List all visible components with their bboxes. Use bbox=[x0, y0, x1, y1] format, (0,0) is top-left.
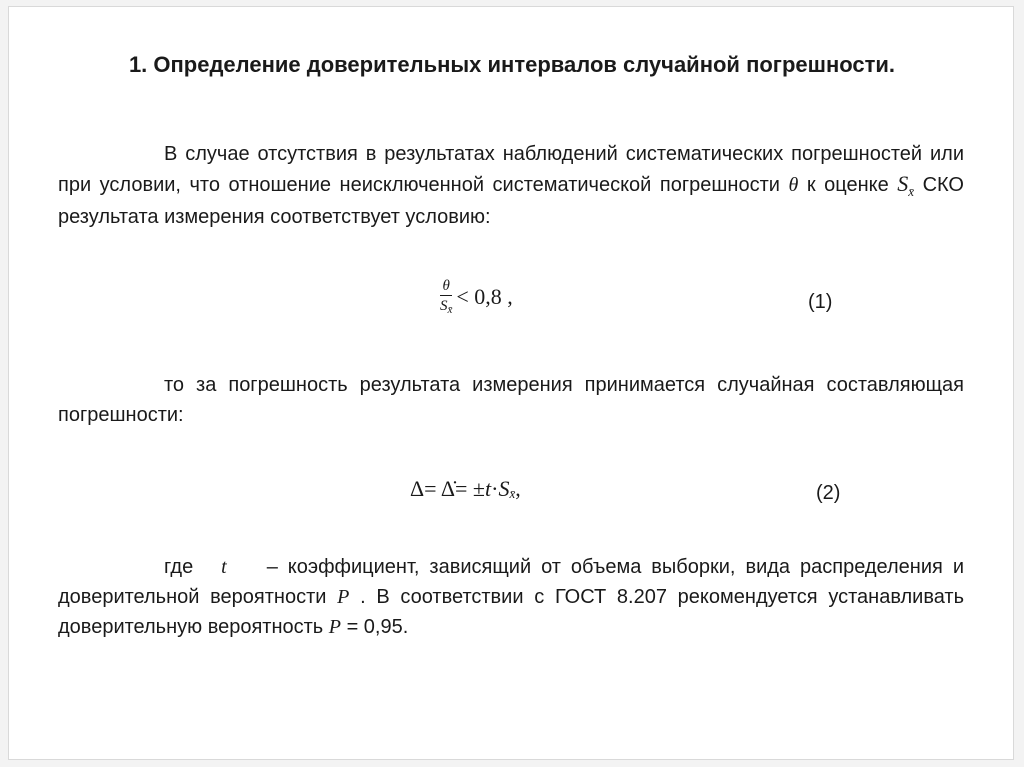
paragraph-random-component bbox=[58, 370, 964, 430]
theta-symbol: θ bbox=[788, 174, 799, 196]
paragraph-coefficient-text-3: . В соответствии с ГОСТ 8.207 рекомендуется устанавливать доверительную вероятность bbox=[58, 586, 964, 638]
paragraph-condition-text-2: к оценке bbox=[806, 174, 889, 196]
paragraph-random-component-text: то за погрешность результата измерения принимается случайная составляющая погрешности: bbox=[58, 374, 964, 426]
formula-2-lhs: Δ= Δ̇= ± bbox=[410, 476, 485, 501]
section-title: 1. Определение доверительных интервалов случайной погрешности. bbox=[128, 52, 896, 77]
paragraph-coefficient-text-4: = 0,95. bbox=[346, 616, 409, 638]
formula-1 bbox=[440, 277, 513, 316]
paragraph-coefficient-text-1: где bbox=[164, 556, 194, 578]
formula-2-tail: , bbox=[515, 476, 521, 501]
equation-number-1: (1) bbox=[808, 291, 833, 313]
p-symbol-1: P bbox=[337, 586, 350, 608]
t-symbol: t bbox=[221, 556, 227, 578]
formula-2-t: t bbox=[484, 476, 492, 501]
formula-2-dot: · bbox=[491, 476, 499, 501]
fraction-denominator bbox=[440, 295, 452, 316]
fraction-theta-over-s bbox=[440, 277, 452, 316]
fraction-numerator: θ bbox=[442, 278, 450, 294]
s-symbol: S bbox=[897, 171, 909, 196]
formula-2-subscript: x̄ bbox=[509, 486, 516, 501]
fraction-denominator-subscript: x̄ bbox=[447, 304, 453, 316]
paragraph-coefficient bbox=[58, 552, 964, 642]
paragraph-condition-text-3: СКО результата измерения соответствует условию: bbox=[58, 174, 964, 228]
paragraph-condition-text-1: В случае отсутствия в результатах наблюдений систематических погрешностей или при условии, что отношение неисключенной систематической погрешности bbox=[58, 143, 964, 196]
p-symbol-2: P bbox=[328, 616, 341, 638]
paragraph-coefficient-text-2: – коэффициент, зависящий от объема выборки, вида распределения и доверительной вероятности bbox=[58, 556, 964, 608]
formula-1-rhs: < 0,8 , bbox=[456, 283, 513, 309]
formula-2 bbox=[410, 476, 521, 502]
fraction-denominator-s: S bbox=[440, 298, 448, 314]
paragraph-condition bbox=[58, 139, 964, 232]
formula-2-s: S bbox=[498, 476, 510, 501]
equation-number-2: (2) bbox=[816, 482, 841, 504]
s-subscript: x̄ bbox=[908, 184, 915, 199]
